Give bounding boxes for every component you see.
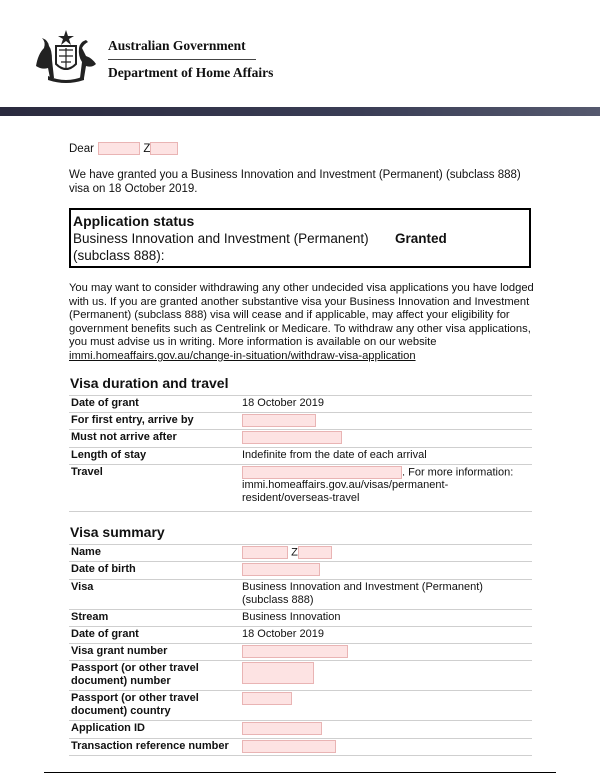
table-row bbox=[69, 464, 532, 511]
department-name: Department of Home Affairs bbox=[108, 65, 274, 80]
row-value: Business Innovation bbox=[238, 609, 532, 626]
redacted-given-name bbox=[242, 546, 288, 559]
row-label: Date of grant bbox=[69, 396, 238, 413]
duration-table bbox=[69, 395, 532, 512]
row-label: Date of grant bbox=[69, 626, 238, 643]
table-row bbox=[69, 643, 532, 660]
redacted-arrive-by bbox=[242, 414, 316, 427]
summary-section-title: Visa summary bbox=[70, 524, 165, 540]
status-row bbox=[73, 230, 529, 264]
redacted-application-id bbox=[242, 722, 322, 735]
status-title: Application status bbox=[73, 213, 195, 229]
salutation bbox=[69, 142, 178, 156]
redacted-passport-number bbox=[242, 662, 314, 684]
withdrawal-advice bbox=[69, 282, 539, 364]
row-label: Transaction reference number bbox=[69, 738, 238, 755]
row-label: Length of stay bbox=[69, 447, 238, 464]
header-bar bbox=[0, 107, 600, 116]
redacted-date-of-birth bbox=[242, 563, 320, 576]
table-row bbox=[69, 430, 532, 447]
redacted-transaction-reference bbox=[242, 740, 336, 753]
table-row bbox=[69, 626, 532, 643]
row-value: 18 October 2019 bbox=[238, 396, 532, 413]
redacted-first-name bbox=[98, 142, 140, 155]
application-status-box bbox=[69, 208, 531, 268]
table-row bbox=[69, 609, 532, 626]
table-row bbox=[69, 447, 532, 464]
redacted-passport-country bbox=[242, 692, 292, 705]
withdraw-application-link[interactable]: immi.homeaffairs.gov.au/change-in-situation/withdraw-visa-application bbox=[69, 349, 416, 362]
table-row bbox=[69, 562, 532, 579]
redacted-grant-number bbox=[242, 645, 348, 658]
row-value bbox=[238, 691, 532, 721]
row-label: Travel bbox=[69, 464, 238, 511]
table-row bbox=[69, 691, 532, 721]
row-value: 18 October 2019 bbox=[238, 626, 532, 643]
grant-intro-text: We have granted you a Business Innovation and Investment (Permanent) (subclass 888) visa on 18 October 2019. bbox=[69, 169, 521, 195]
row-value bbox=[238, 562, 532, 579]
table-row bbox=[69, 413, 532, 430]
status-visa-subclass: (subclass 888): bbox=[73, 248, 165, 263]
duration-section-title: Visa duration and travel bbox=[70, 375, 229, 391]
redacted-surname bbox=[150, 142, 178, 155]
row-label: Application ID bbox=[69, 721, 238, 738]
redacted-arrive-after bbox=[242, 431, 342, 444]
row-value bbox=[238, 643, 532, 660]
coat-of-arms-icon bbox=[30, 26, 102, 86]
row-label: Visa bbox=[69, 579, 238, 609]
row-value bbox=[238, 430, 532, 447]
travel-info-link[interactable]: immi.homeaffairs.gov.au/visas/permanent-resident/overseas-travel bbox=[242, 479, 449, 505]
row-value bbox=[238, 545, 532, 562]
table-row bbox=[69, 738, 532, 755]
row-label: Date of birth bbox=[69, 562, 238, 579]
footer-divider bbox=[44, 772, 556, 773]
row-label: Name bbox=[69, 545, 238, 562]
row-label: Must not arrive after bbox=[69, 430, 238, 447]
table-row bbox=[69, 545, 532, 562]
redacted-family-name bbox=[298, 546, 332, 559]
salutation-prefix: Dear bbox=[69, 143, 94, 155]
travel-suffix: . For more information: bbox=[402, 466, 514, 479]
table-row bbox=[69, 661, 532, 691]
table-row bbox=[69, 579, 532, 609]
row-value bbox=[238, 661, 532, 691]
status-visa-name: Business Innovation and Investment (Permanent) bbox=[73, 231, 369, 246]
salutation-initial: Z bbox=[143, 143, 151, 155]
row-label: Visa grant number bbox=[69, 643, 238, 660]
row-value bbox=[238, 738, 532, 755]
name-initial: Z bbox=[291, 546, 298, 559]
government-branding bbox=[108, 38, 273, 81]
row-value: Indefinite from the date of each arrival bbox=[238, 447, 532, 464]
branding-divider bbox=[108, 59, 256, 60]
summary-table bbox=[69, 544, 532, 756]
row-value bbox=[238, 464, 532, 511]
row-label: Passport (or other travel document) country bbox=[69, 691, 238, 721]
government-name: Australian Government bbox=[108, 38, 246, 53]
table-row bbox=[69, 721, 532, 738]
table-row bbox=[69, 396, 532, 413]
row-label: For first entry, arrive by bbox=[69, 413, 238, 430]
row-value bbox=[238, 413, 532, 430]
status-result: Granted bbox=[395, 231, 447, 246]
row-value bbox=[238, 721, 532, 738]
row-label: Stream bbox=[69, 609, 238, 626]
row-value: Business Innovation and Investment (Permanent) (subclass 888) bbox=[238, 579, 532, 609]
row-label: Passport (or other travel document) number bbox=[69, 661, 238, 691]
advice-text: You may want to consider withdrawing any other undecided visa applications you have lodged with us. If you are granted another substantive visa your Business Innovation and Investment (Permanent) (subclass 888) visa will cease and if applicable, may affect your eligibility for government benefits such as Centrelink or Medicare. To withdraw any other visa applications, you must advise us in writing. More information is available on our website bbox=[69, 282, 534, 349]
redacted-travel-detail bbox=[242, 466, 402, 479]
